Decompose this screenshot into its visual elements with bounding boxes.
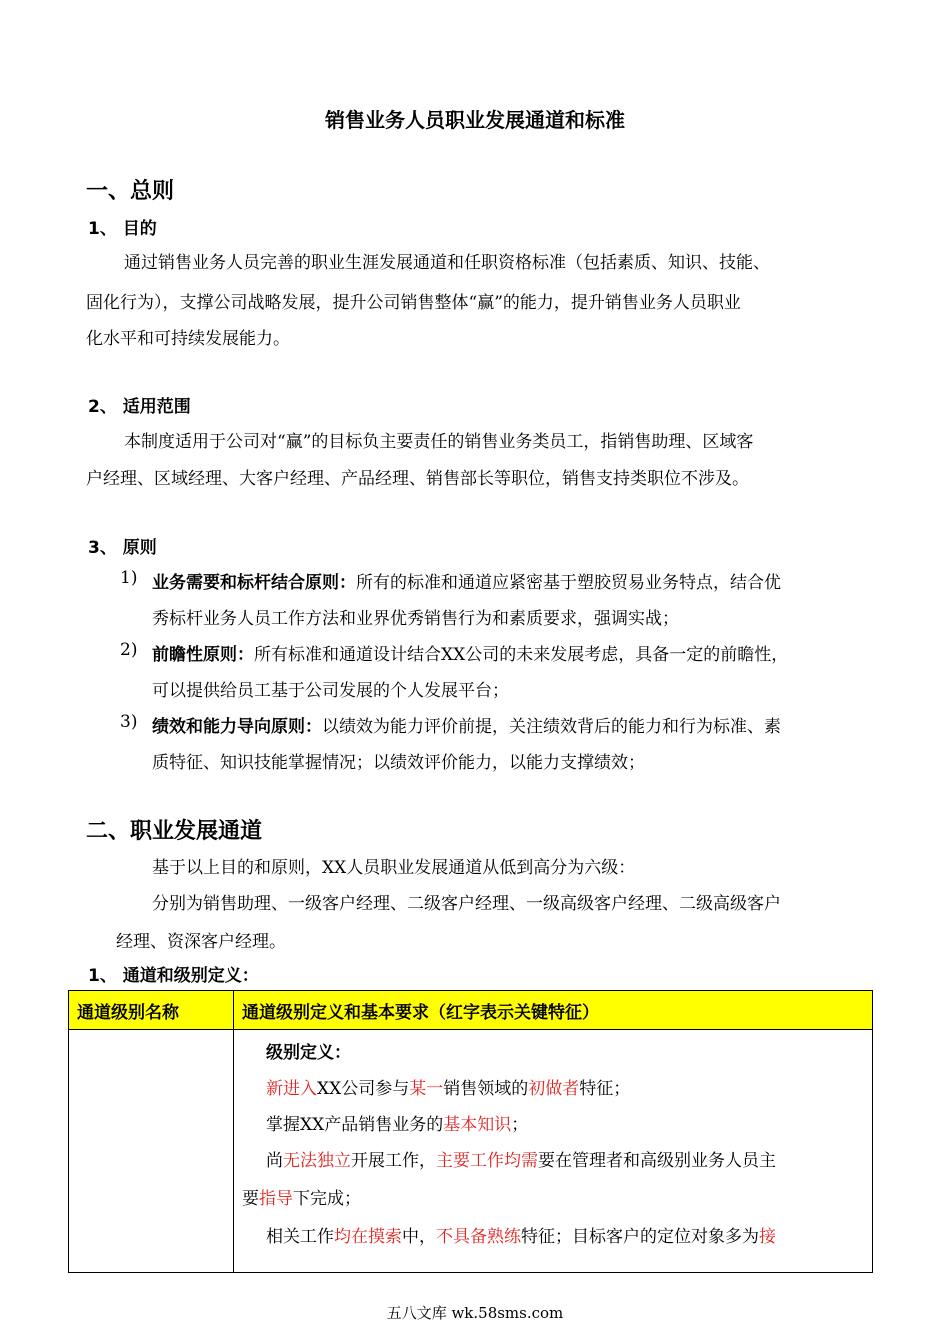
purpose-line-2: 固化行为），支撑公司战略发展，提升公司销售整体“赢”的能力，提升销售业务人员职业 (86, 293, 741, 313)
level-name-cell (69, 1030, 234, 1273)
channel-def-heading: 1、 通道和级别定义： (88, 966, 259, 986)
channel-line-2: 分别为销售助理、一级客户经理、二级客户经理、一级高级客户经理、二级高级客户 (152, 894, 781, 914)
principle-2-title: 前瞻性原则： (152, 645, 254, 665)
purpose-line-3: 化水平和可持续发展能力。 (86, 329, 290, 349)
principle-2-num: 2) (120, 640, 138, 660)
purpose-heading: 1、 目的 (88, 219, 157, 239)
section-2-heading: 二、职业发展通道 (86, 819, 263, 844)
principle-3-num: 3) (120, 712, 138, 732)
channel-line-1: 基于以上目的和原则，XX人员职业发展通道从低到高分为六级： (152, 858, 636, 878)
principle-1-num: 1) (120, 568, 138, 588)
scope-heading: 2、 适用范围 (88, 397, 191, 417)
header-level-definition: 通道级别定义和基本要求（红字表示关键特征） (234, 991, 873, 1030)
scope-line-2: 户经理、区域经理、大客户经理、产品经理、销售部长等职位，销售支持类职位不涉及。 (86, 469, 749, 489)
def-line-4: 要指导下完成； (242, 1189, 361, 1209)
def-line-1: 新进入XX公司参与某一销售领域的初做者特征； (266, 1079, 631, 1099)
principles-heading: 3、 原则 (88, 538, 157, 558)
principle-3-title: 绩效和能力导向原则： (152, 717, 322, 737)
section-1-heading: 一、总则 (86, 179, 175, 204)
def-line-5: 相关工作均在摸索中，不具备熟练特征；目标客户的定位对象多为接 (266, 1227, 776, 1247)
footer-watermark: 五八文库 wk.58sms.com (386, 1304, 564, 1322)
level-definition-cell (234, 1030, 873, 1273)
principle-1-cont: 秀标杆业务人员工作方法和业界优秀销售行为和素质要求，强调实战； (152, 609, 679, 629)
def-line-3: 尚无法独立开展工作，主要工作均需要在管理者和高级别业务人员主 (266, 1151, 776, 1171)
principle-2-cont: 可以提供给员工基于公司发展的个人发展平台； (152, 681, 509, 701)
def-line-2: 掌握XX产品销售业务的基本知识； (266, 1115, 529, 1135)
principle-3 (152, 712, 781, 737)
scope-line-1: 本制度适用于公司对“赢”的目标负主要责任的销售业务类员工，指销售助理、区域客 (124, 432, 754, 452)
principle-2-text: 所有标准和通道设计结合XX公司的未来发展考虑，具备一定的前瞻性， (254, 645, 789, 665)
level-definition-label: 级别定义： (266, 1043, 351, 1063)
principle-3-cont: 质特征、知识技能掌握情况；以绩效评价能力，以能力支撑绩效； (152, 753, 645, 773)
level-table (68, 990, 873, 1273)
channel-line-3: 经理、资深客户经理。 (116, 932, 286, 952)
table-header-row (69, 991, 873, 1030)
principle-3-text: 以绩效为能力评价前提，关注绩效背后的能力和行为标准、素 (322, 717, 781, 737)
doc-title: 销售业务人员职业发展通道和标准 (325, 108, 625, 132)
principle-2 (152, 640, 788, 665)
header-level-name: 通道级别名称 (69, 991, 234, 1030)
principle-1-title: 业务需要和标杆结合原则： (152, 573, 356, 593)
purpose-line-1: 通过销售业务人员完善的职业生涯发展通道和任职资格标准（包括素质、知识、技能、 (124, 253, 770, 273)
table-row (69, 1030, 873, 1273)
principle-1 (152, 568, 781, 593)
principle-1-text: 所有的标准和通道应紧密基于塑胶贸易业务特点，结合优 (356, 573, 781, 593)
